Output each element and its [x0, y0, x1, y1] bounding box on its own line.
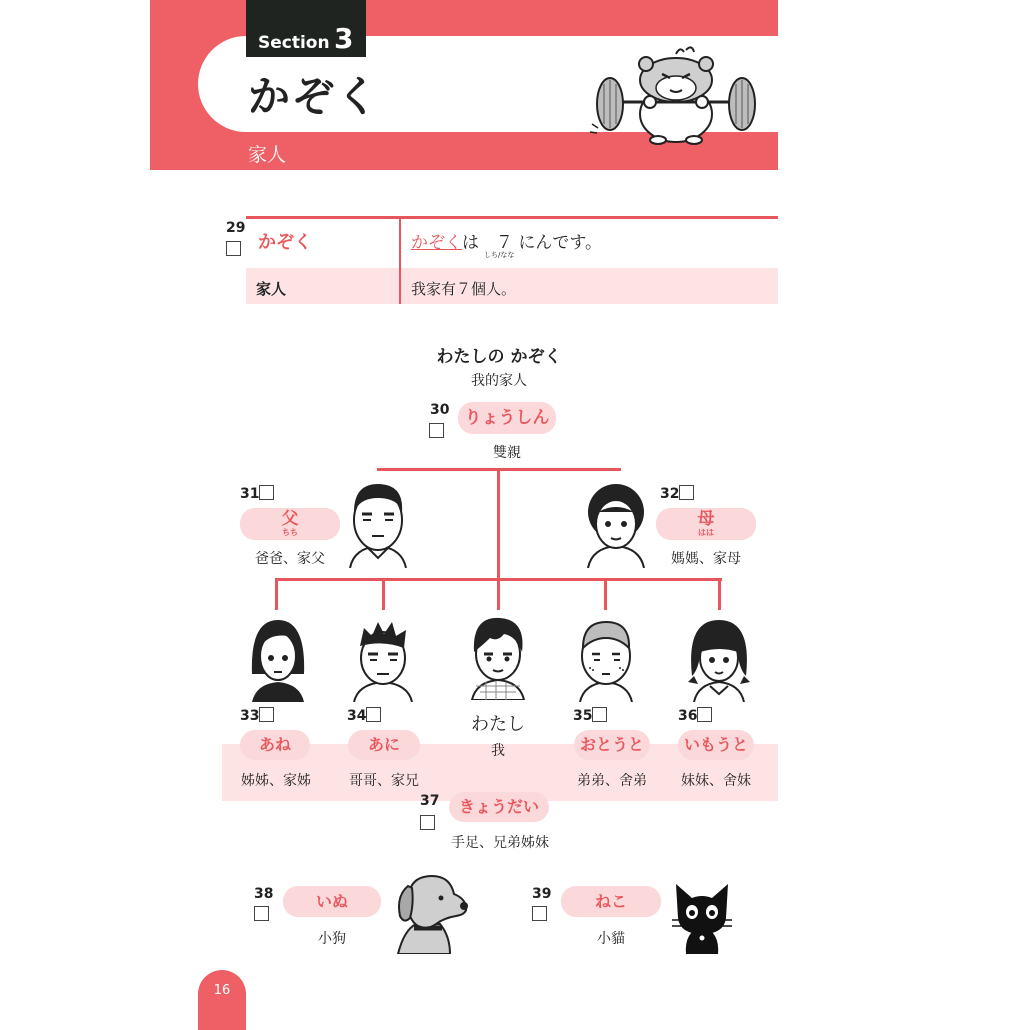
- parents-word-pill: りょうしん: [458, 402, 556, 434]
- vocab-number: 29: [226, 220, 246, 236]
- dog-meaning: 小狗: [318, 931, 346, 947]
- younger-sister-portrait: [686, 616, 752, 702]
- younger-sister-word-pill: いもうと: [678, 730, 754, 760]
- table-top-rule: [246, 216, 778, 219]
- tree-line-trunk: [497, 468, 500, 610]
- cat-checkbox[interactable]: [532, 906, 547, 921]
- page-title: かぞく: [248, 72, 381, 121]
- older-sister-portrait: [246, 616, 310, 702]
- older-sister-word-pill: あね: [240, 730, 310, 760]
- younger-brother-checkbox[interactable]: [592, 707, 607, 722]
- hamster-weightlifter-illustration: [588, 40, 758, 150]
- vocab-sentence-rest: は ７ にんです。: [462, 233, 603, 253]
- dog-number: 38: [254, 886, 274, 902]
- tree-drop-younger-sister: [718, 578, 721, 610]
- younger-brother-number: 35: [573, 708, 593, 724]
- mother-word-pill: [656, 508, 756, 540]
- father-word-pill: [240, 508, 340, 540]
- mother-meaning: 媽媽、家母: [671, 551, 741, 567]
- older-sister-meaning: 姊姊、家姊: [241, 773, 311, 789]
- older-sister-checkbox[interactable]: [259, 707, 274, 722]
- older-brother-checkbox[interactable]: [366, 707, 381, 722]
- mother-word: 母: [697, 509, 715, 529]
- family-heading: わたしの かぞく: [436, 347, 562, 367]
- cat-number: 39: [532, 886, 552, 902]
- older-brother-word-pill: あに: [348, 730, 420, 760]
- father-number: 31: [240, 486, 260, 502]
- father-portrait: [346, 482, 410, 568]
- older-brother-portrait: [350, 616, 416, 702]
- dog-illustration: [394, 872, 470, 958]
- me-meaning: 我: [491, 743, 505, 759]
- younger-brother-portrait: [574, 618, 638, 702]
- younger-brother-word-pill: おとうと: [574, 730, 650, 760]
- dog-word-pill: いぬ: [283, 886, 381, 917]
- younger-sister-meaning: 妹妹、舍妹: [681, 773, 751, 789]
- mother-checkbox[interactable]: [679, 485, 694, 500]
- father-meaning: 爸爸、家父: [255, 551, 325, 567]
- mother-ruby: はは: [698, 528, 714, 537]
- family-heading-translation: 我的家人: [471, 373, 527, 389]
- parents-number: 30: [430, 402, 450, 418]
- tree-line-children: [276, 578, 722, 581]
- older-sister-number: 33: [240, 708, 260, 724]
- mother-number: 32: [660, 486, 680, 502]
- vocab-meaning: 家人: [256, 280, 287, 298]
- father-word: 父: [281, 509, 299, 529]
- me-portrait: [466, 614, 530, 700]
- table-divider: [399, 219, 401, 304]
- cat-illustration: [672, 880, 732, 958]
- parents-checkbox[interactable]: [429, 423, 444, 438]
- dog-checkbox[interactable]: [254, 906, 269, 921]
- section-number: 3: [334, 22, 354, 55]
- cat-meaning: 小貓: [597, 931, 625, 947]
- parents-meaning: 雙親: [493, 445, 521, 461]
- vocab-translation: 我家有７個人。: [411, 280, 517, 298]
- younger-sister-number: 36: [678, 708, 698, 724]
- mother-portrait: [584, 482, 648, 568]
- tree-drop-older-brother: [382, 578, 385, 610]
- older-brother-number: 34: [347, 708, 367, 724]
- vocab-furigana: しち/なな: [484, 251, 515, 259]
- section-badge: [246, 0, 366, 57]
- tree-drop-older-sister: [275, 578, 278, 610]
- vocab-word: かぞく: [258, 232, 312, 253]
- tree-drop-younger-brother: [604, 578, 607, 610]
- younger-brother-meaning: 弟弟、舍弟: [577, 773, 647, 789]
- page-subtitle: 家人: [248, 144, 287, 166]
- older-brother-meaning: 哥哥、家兄: [349, 773, 419, 789]
- siblings-meaning: 手足、兄弟姊妹: [451, 835, 549, 851]
- page-number-tab: [198, 970, 246, 1030]
- vocab-sentence-word: かぞく: [411, 233, 462, 253]
- siblings-number: 37: [420, 793, 440, 809]
- vocab-checkbox[interactable]: [226, 241, 241, 256]
- siblings-word-pill: きょうだい: [449, 792, 549, 822]
- father-ruby: ちち: [282, 528, 298, 537]
- younger-sister-checkbox[interactable]: [697, 707, 712, 722]
- cat-word-pill: ねこ: [561, 886, 661, 917]
- page-number: 16: [213, 983, 231, 998]
- me-word: わたし: [471, 714, 525, 735]
- father-checkbox[interactable]: [259, 485, 274, 500]
- siblings-checkbox[interactable]: [420, 815, 435, 830]
- section-label: Section: [258, 33, 330, 53]
